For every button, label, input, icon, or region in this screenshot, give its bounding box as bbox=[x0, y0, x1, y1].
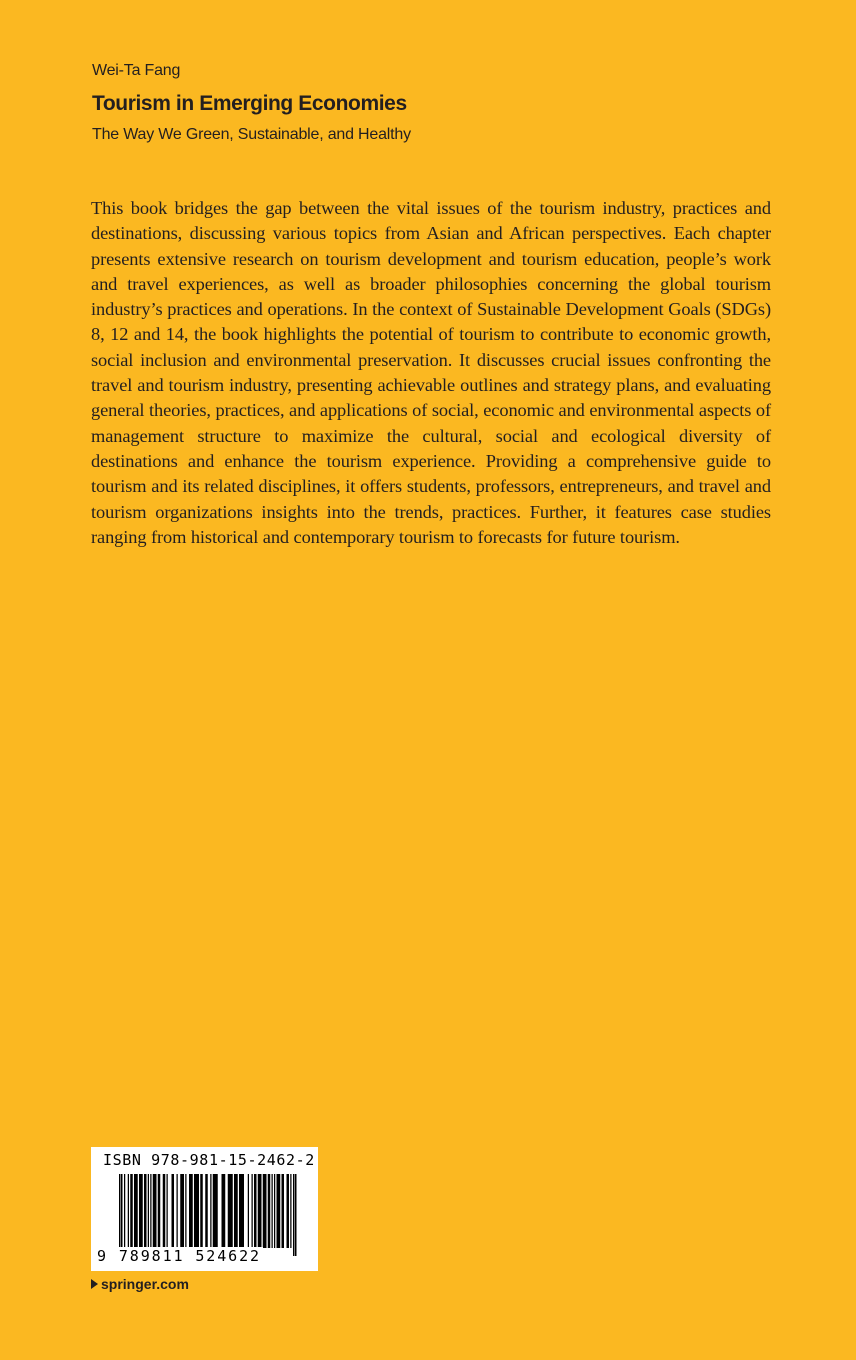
barcode-bar bbox=[128, 1174, 129, 1248]
barcode-bar bbox=[210, 1174, 211, 1248]
barcode-bar bbox=[254, 1174, 257, 1248]
triangle-right-icon bbox=[91, 1279, 98, 1289]
barcode-guard-bar bbox=[295, 1174, 297, 1256]
barcode-bar bbox=[177, 1174, 178, 1248]
barcode-bar bbox=[268, 1174, 271, 1248]
barcode-bar bbox=[194, 1174, 199, 1248]
barcode-bar bbox=[277, 1174, 281, 1248]
barcode-guard-bar bbox=[293, 1174, 295, 1256]
barcode-bar bbox=[134, 1174, 138, 1248]
barcode-bar bbox=[248, 1174, 249, 1248]
barcode-bar bbox=[263, 1174, 267, 1248]
barcode-guard-bar bbox=[121, 1174, 123, 1256]
barcode-bar bbox=[180, 1174, 184, 1248]
barcode-bar bbox=[274, 1174, 275, 1248]
book-title: Tourism in Emerging Economies bbox=[92, 92, 407, 115]
barcode-bar bbox=[130, 1174, 133, 1248]
barcode-digits: 9 789811 524622 bbox=[97, 1247, 261, 1265]
barcode-bar bbox=[222, 1174, 226, 1248]
barcode-bar bbox=[258, 1174, 262, 1248]
barcode-bar bbox=[144, 1174, 147, 1248]
barcode-bar bbox=[150, 1174, 151, 1248]
barcode-bar bbox=[139, 1174, 143, 1248]
barcode-bar bbox=[124, 1174, 125, 1248]
barcode-bar bbox=[189, 1174, 193, 1248]
barcode-bar bbox=[185, 1174, 186, 1248]
publisher-url: springer.com bbox=[101, 1276, 189, 1292]
barcode-guard-bar bbox=[119, 1174, 121, 1256]
barcode-bar bbox=[167, 1174, 168, 1248]
book-subtitle: The Way We Green, Sustainable, and Healthy bbox=[92, 126, 411, 143]
barcode-bar bbox=[234, 1174, 238, 1248]
barcode-bar bbox=[205, 1174, 208, 1248]
barcode-bar bbox=[163, 1174, 166, 1248]
barcode-bar bbox=[158, 1174, 161, 1248]
barcode-bar bbox=[200, 1174, 203, 1248]
barcode-bar bbox=[239, 1174, 244, 1248]
barcode-bar bbox=[148, 1174, 149, 1248]
barcode-bar bbox=[153, 1174, 157, 1248]
barcode-bar bbox=[290, 1174, 291, 1248]
isbn-barcode bbox=[91, 1147, 318, 1271]
barcode-bar bbox=[252, 1174, 253, 1248]
book-description: This book bridges the gap between the vital issues of the tourism industry, practices and destinations, discussing various topics from Asian and African perspectives. Each chapter presents extensive research on tourism development and tourism education, people’s work and travel experiences, as well as broader philosophies concerning the global tourism industry’s practices and operations. In the context of Sustainable Development Goals (SDGs) 8, 12 and 14, the book highlights the potential of tourism to contribute to economic growth, social inclusion and environmental preservation. It discusses crucial issues confronting the travel and tourism industry, presenting achievable outlines and strategy plans, and evaluating general theories, practices, and applications of social, economic and environmental aspects of management structure to maximize the cultural, social and ecological diversity of destinations and enhance the tourism experience. Providing a comprehensive guide to tourism and its related disciplines, it offers students, professors, entrepreneurs, and travel and tourism organizations insights into the trends, practices. Further, it features case studies ranging from historical and contemporary tourism to forecasts for future tourism. bbox=[91, 198, 771, 547]
barcode-bar bbox=[228, 1174, 233, 1248]
barcode-bar bbox=[172, 1174, 175, 1248]
barcode-bar bbox=[282, 1174, 285, 1248]
author-name: Wei-Ta Fang bbox=[92, 62, 181, 79]
publisher-link[interactable] bbox=[91, 1276, 189, 1292]
barcode-bar bbox=[272, 1174, 273, 1248]
barcode-bar bbox=[287, 1174, 290, 1248]
isbn-label: ISBN 978-981-15-2462-2 bbox=[103, 1151, 315, 1169]
barcode-bar bbox=[213, 1174, 218, 1248]
